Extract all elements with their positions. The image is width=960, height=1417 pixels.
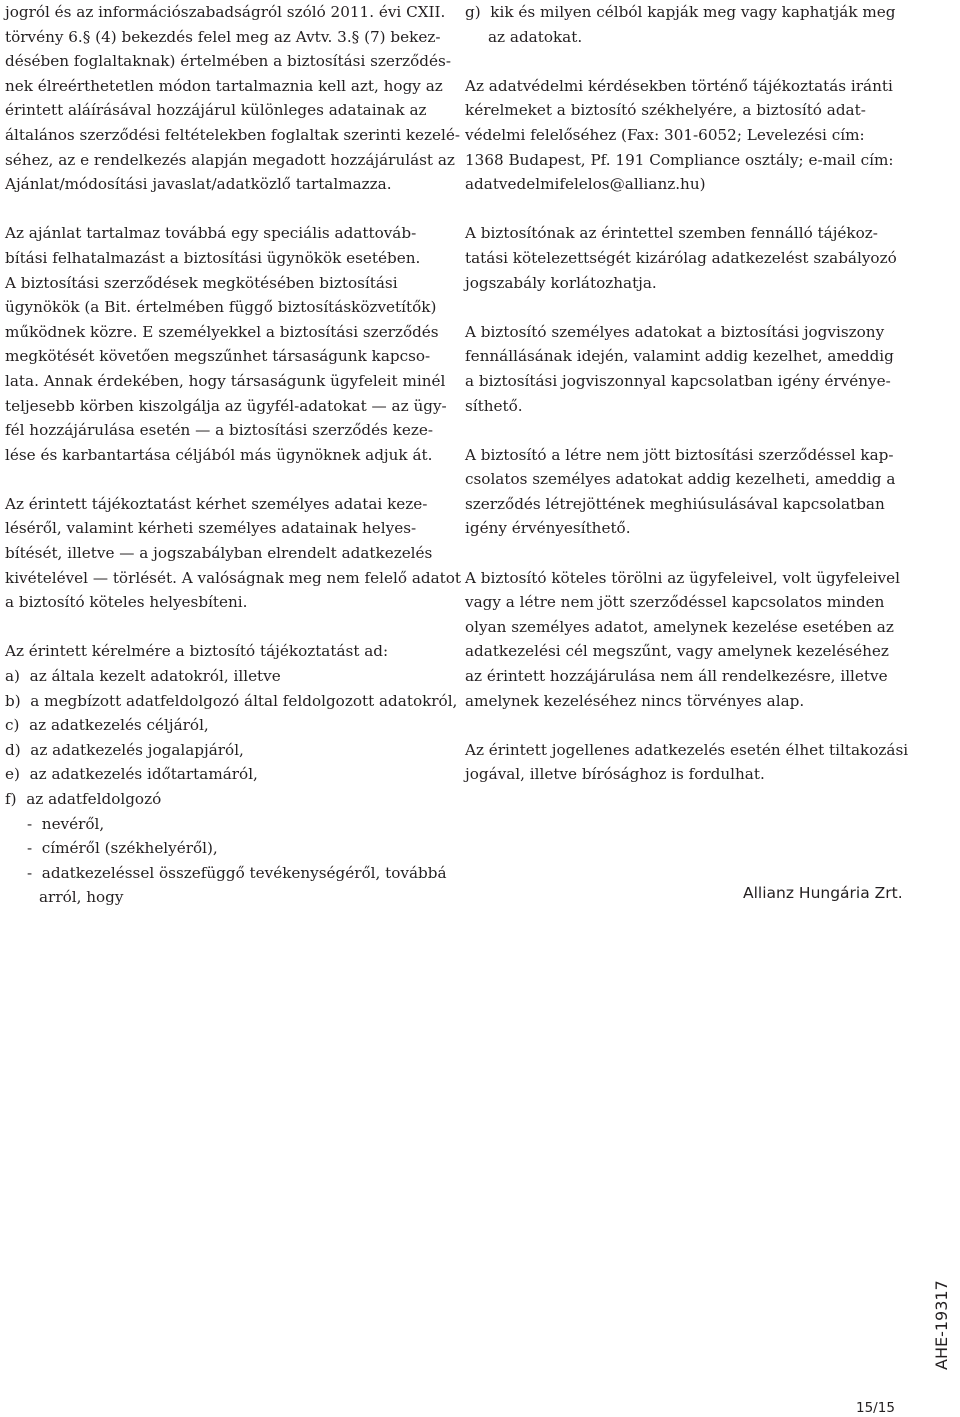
sublist-item: - adatkezeléssel összefüggő tevékenységéről, továbbá [27,863,447,882]
text-line: Az érintett kérelmére a biztosító tájékoztatást ad: [5,642,389,661]
text-line: kivételével — törlését. A valóságnak meg nem felelő adatot [5,568,461,587]
list-item: a) az általa kezelt adatokról, illetve [5,667,281,686]
text-line: védelmi felelőséhez (Fax: 301-6052; Levelezési cím: [465,125,865,144]
text-line: az érintett hozzájárulása nem áll rendelkezésre, illetve [465,667,888,686]
sublist-continuation: arról, hogy [39,888,124,907]
text-line: kérelmeket a biztosító székhelyére, a biztosító adat- [465,101,866,120]
text-line: Ajánlat/módosítási javaslat/adatközlő tartalmazza. [5,175,392,194]
left-column [5,0,461,910]
page-number: 15/15 [856,1400,895,1416]
information-list [5,664,458,910]
text-line: vagy a létre nem jött szerződéssel kapcsolatos minden [465,593,885,612]
paragraph-contact [465,74,894,197]
paragraph-list-intro [5,639,430,664]
text-line: ügynökök (a Bit. értelmében függő biztosításközvetítők) [5,298,437,317]
text-line: fennállásának idején, valamint addig kezelhet, ameddig [465,347,894,366]
spacer [5,615,430,640]
text-line: bítését, illetve — a jogszabályban elrendelt adatkezelés [5,544,433,563]
company-signature: Allianz Hungária Zrt. [743,884,903,902]
spacer [465,418,885,443]
text-line: adatkezelési cél megszűnt, vagy amelynek kezeléséhez [465,642,889,661]
right-column [465,0,909,787]
sublist-item: - nevéről, [27,814,105,833]
text-line: érintett aláírásával hozzájárul különleges adatainak az [5,101,427,120]
text-line: Az érintett jogellenes adatkezelés esetén élhet tiltakozási [465,740,909,759]
text-line: fél hozzájárulása esetén — a biztosítási szerződés keze- [5,421,433,440]
text-line: Az érintett tájékoztatást kérhet személyes adatai keze- [5,494,428,513]
text-line: nek élreérthetetlen módon tartalmaznia kell azt, hogy az [5,76,443,95]
list-item: b) a megbízott adatfeldolgozó által feldolgozott adatokról, [5,691,458,710]
text-line: megkötését követően megszűnhet társaságunk kapcso- [5,347,431,366]
spacer [465,197,885,222]
text-line: jogszabály korlátozhatja. [465,273,657,292]
text-line: A biztosítónak az érintettel szemben fennálló tájékoz- [465,224,878,243]
text-line: síthető. [465,396,523,415]
text-line: tatási kötelezettségét kizárólag adatkezelést szabályozó [465,248,897,267]
text-line: adatvedelmifelelos@allianz.hu) [465,175,706,194]
text-line: séhez, az e rendelkezés alapján megadott hozzájárulást az [5,150,455,169]
list-item: d) az adatkezelés jogalapjáról, [5,740,244,759]
spacer [5,467,430,492]
paragraph-consent [5,0,460,197]
spacer [465,713,885,738]
spacer [465,49,885,74]
text-line: 1368 Budapest, Pf. 191 Compliance osztály; e-mail cím: [465,150,894,169]
list-item: g) kik és milyen célból kapják meg vagy kaphatják meg [465,3,896,21]
list-item-g [465,0,896,49]
paragraph-failed-contract [465,443,896,541]
text-line: olyan személyes adatot, amelynek kezelése esetében az [465,617,894,636]
text-line: szerződés létrejöttének meghiúsulásával kapcsolatban [465,494,885,513]
text-line: A biztosító köteles törölni az ügyfeleivel, volt ügyfeleivel [465,568,900,587]
text-line: Az ajánlat tartalmaz továbbá egy speciális adattováb- [5,224,417,243]
text-line: Az adatvédelmi kérdésekben történő tájékoztatás iránti [465,76,893,95]
spacer [465,541,885,566]
text-line: működnek közre. E személyekkel a biztosítási szerződés [5,322,439,341]
text-line: bítási felhatalmazást a biztosítási ügynökök esetében. [5,248,421,267]
text-line: A biztosító a létre nem jött biztosítási szerződéssel kap- [465,445,894,464]
paragraph-agent-transfer [5,221,447,467]
text-line: jogról és az információszabadságról szóló 2011. évi CXII. [5,3,446,21]
paragraph-objection [465,738,909,787]
text-line: désében foglaltaknak) értelmében a biztosítási szerződés- [5,52,451,71]
text-line: törvény 6.§ (4) bekezdés felel meg az Avtv. 3.§ (7) bekez- [5,27,441,46]
text-line: A biztosítási szerződések megkötésében biztosítási [5,273,398,292]
paragraph-deletion [465,566,900,714]
list-item: f) az adatfeldolgozó [5,790,162,808]
spacer [465,295,885,320]
text-line: a biztosító köteles helyesbíteni. [5,593,248,612]
text-line: igény érvényesíthető. [465,519,631,538]
text-line: csolatos személyes adatokat addig kezelheti, ameddig a [465,470,896,489]
paragraph-retention [465,320,894,418]
text-line: lése és karbantartása céljából más ügynöknek adjuk át. [5,445,433,464]
text-line: általános szerződési feltételekben foglaltak szerinti kezelé- [5,125,460,144]
text-line: lata. Annak érdekében, hogy társaságunk ügyfeleit minél [5,371,446,390]
paragraph-restriction [465,221,897,295]
text-line: teljesebb körben kiszolgálja az ügyfél-adatokat — az ügy- [5,396,447,415]
spacer [5,197,430,222]
list-item-continuation: az adatokat. [488,27,583,46]
text-line: a biztosítási jogviszonnyal kapcsolatban igény érvénye- [465,371,891,390]
text-line: léséről, valamint kérheti személyes adatainak helyes- [5,519,417,538]
text-line: amelynek kezeléséhez nincs törvényes alap. [465,691,805,710]
list-item: e) az adatkezelés időtartamáról, [5,765,258,784]
paragraph-information-request [5,492,461,615]
text-line: A biztosító személyes adatokat a biztosítási jogviszony [465,322,885,341]
text-line: jogával, illetve bírósághoz is fordulhat. [465,765,765,784]
list-item: c) az adatkezelés céljáról, [5,716,209,735]
document-code: AHE-19317 [932,1280,951,1370]
sublist-item: - címéről (székhelyéről), [27,839,218,858]
